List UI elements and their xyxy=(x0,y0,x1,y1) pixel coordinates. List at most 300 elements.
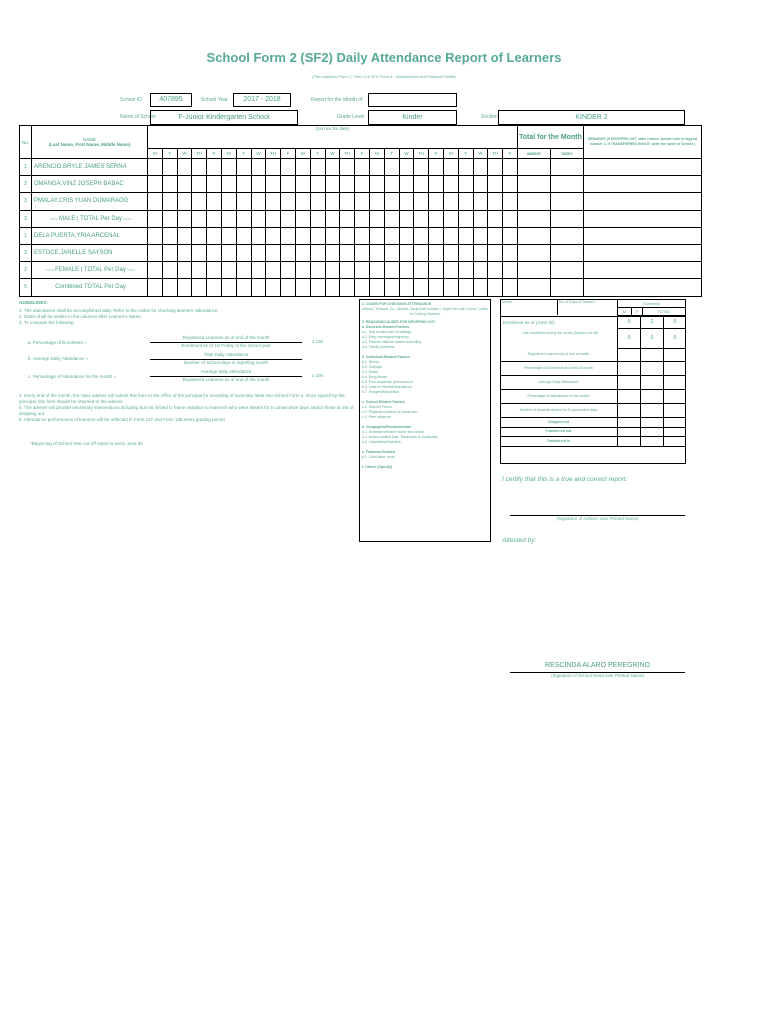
attendance-cell[interactable] xyxy=(325,279,340,296)
attendance-cell[interactable] xyxy=(281,279,296,296)
attendance-cell[interactable] xyxy=(207,210,222,227)
summary-cell[interactable] xyxy=(640,428,663,437)
absent-cell[interactable] xyxy=(517,244,550,261)
attendance-cell[interactable] xyxy=(251,193,266,210)
attendance-cell[interactable] xyxy=(236,176,251,193)
section-label: Section xyxy=(481,114,498,120)
attendance-cell[interactable] xyxy=(266,227,281,244)
remarks-cell[interactable] xyxy=(583,210,701,227)
learner-name[interactable]: ESTOCE,JANELLE SAYSON xyxy=(32,244,148,261)
reason-item: b.2. Overage xyxy=(362,365,383,369)
attendance-cell[interactable] xyxy=(488,159,503,176)
attendance-cell[interactable] xyxy=(443,176,458,193)
row-number: 2 xyxy=(20,262,32,279)
school-year-field[interactable]: 2017 - 2018 xyxy=(233,93,291,107)
attendance-cell[interactable] xyxy=(429,244,444,261)
attendance-cell[interactable] xyxy=(162,176,177,193)
attendance-cell[interactable] xyxy=(281,227,296,244)
attendance-cell[interactable] xyxy=(207,176,222,193)
attendance-cell[interactable] xyxy=(429,159,444,176)
attendance-cell[interactable] xyxy=(325,244,340,261)
tardy-cell[interactable] xyxy=(550,262,583,279)
remarks-cell[interactable] xyxy=(583,279,701,296)
summary-cell[interactable] xyxy=(663,362,686,375)
day-header: F xyxy=(503,149,518,159)
attendance-cell[interactable] xyxy=(251,244,266,261)
attendance-cell[interactable] xyxy=(295,210,310,227)
attendance-cell[interactable] xyxy=(443,159,458,176)
attendance-cell[interactable] xyxy=(192,227,207,244)
attendance-cell[interactable] xyxy=(369,227,384,244)
attendance-cell[interactable] xyxy=(148,244,163,261)
attendance-cell[interactable] xyxy=(355,193,370,210)
attendance-cell[interactable] xyxy=(369,176,384,193)
summary-cell[interactable] xyxy=(617,418,640,427)
attendance-cell[interactable] xyxy=(414,210,429,227)
attendance-cell[interactable] xyxy=(310,176,325,193)
attendance-cell[interactable] xyxy=(325,262,340,279)
attendance-cell[interactable] xyxy=(325,210,340,227)
attendance-cell[interactable] xyxy=(192,244,207,261)
attendance-cell[interactable] xyxy=(310,193,325,210)
summary-cell[interactable] xyxy=(640,376,663,389)
attendance-cell[interactable] xyxy=(355,262,370,279)
attendance-cell[interactable] xyxy=(162,159,177,176)
summary-cell[interactable] xyxy=(617,437,640,446)
section-field[interactable]: KINDER 2 xyxy=(498,110,685,125)
attendance-cell[interactable] xyxy=(221,176,236,193)
learner-name[interactable]: DELA PUERTA,YRIA ARCENAL xyxy=(32,227,148,244)
learner-name[interactable]: Combined TOTAL Per Day xyxy=(32,279,148,296)
attendance-cell[interactable] xyxy=(162,262,177,279)
attendance-cell[interactable] xyxy=(340,244,355,261)
attendance-cell[interactable] xyxy=(429,210,444,227)
attendance-cell[interactable] xyxy=(414,227,429,244)
attendance-cell[interactable] xyxy=(221,193,236,210)
attendance-cell[interactable] xyxy=(251,262,266,279)
attendance-cell[interactable] xyxy=(340,279,355,296)
attendance-cell[interactable] xyxy=(399,176,414,193)
attendance-cell[interactable] xyxy=(443,279,458,296)
school-name-field[interactable]: F-Junior Kindergarten School xyxy=(150,110,298,125)
remarks-cell[interactable] xyxy=(583,176,701,193)
attendance-cell[interactable] xyxy=(355,176,370,193)
attendance-cell[interactable] xyxy=(251,227,266,244)
attendance-cell[interactable] xyxy=(473,262,488,279)
attendance-cell[interactable] xyxy=(207,279,222,296)
attendance-cell[interactable] xyxy=(443,210,458,227)
attendance-cell[interactable] xyxy=(340,176,355,193)
table-row xyxy=(20,244,702,261)
attendance-cell[interactable] xyxy=(488,193,503,210)
absent-cell[interactable] xyxy=(517,159,550,176)
attendance-cell[interactable] xyxy=(236,262,251,279)
attendance-cell[interactable] xyxy=(177,193,192,210)
attendance-cell[interactable] xyxy=(414,279,429,296)
attendance-cell[interactable] xyxy=(310,227,325,244)
learner-name[interactable]: OMANGA,VINZ JOSEPH BABAC xyxy=(32,176,148,193)
attendance-cell[interactable] xyxy=(177,262,192,279)
attendance-cell[interactable] xyxy=(384,262,399,279)
absent-cell[interactable] xyxy=(517,227,550,244)
attendance-cell[interactable] xyxy=(192,279,207,296)
attendance-cell[interactable] xyxy=(310,262,325,279)
remarks-cell[interactable] xyxy=(583,193,701,210)
attendance-cell[interactable] xyxy=(399,244,414,261)
attendance-cell[interactable] xyxy=(384,193,399,210)
attendance-cell[interactable] xyxy=(236,279,251,296)
attendance-cell[interactable] xyxy=(192,193,207,210)
attendance-cell[interactable] xyxy=(443,262,458,279)
summary-cell[interactable] xyxy=(617,348,640,361)
summary-cell[interactable] xyxy=(663,437,686,446)
attendance-cell[interactable] xyxy=(221,262,236,279)
late-enrolment-label: Late enrolment during the month (beyond cut-off) xyxy=(521,331,598,335)
arrow-right: ===> xyxy=(125,268,135,273)
attendance-cell[interactable] xyxy=(488,262,503,279)
learner-name[interactable]: ARENCIO,BRYLE JAMES SERNA xyxy=(32,159,148,176)
attendance-cell[interactable] xyxy=(266,159,281,176)
tardy-cell[interactable] xyxy=(550,159,583,176)
attendance-cell[interactable] xyxy=(295,176,310,193)
day-header: M xyxy=(148,149,163,159)
enrolment-label: Enrolment as of (June 30) xyxy=(503,320,555,325)
summary-cell[interactable] xyxy=(640,348,663,361)
attendance-cell[interactable] xyxy=(207,227,222,244)
remarks-cell[interactable] xyxy=(583,244,701,261)
guideline-item: 5. The adviser will provide necessary interventions including but not limited to home visitation to learner/s who were absent for 5 consecutive days and/or those at risk of dropping out. xyxy=(19,405,354,416)
attendance-cell[interactable] xyxy=(148,159,163,176)
school-id-label: School ID xyxy=(120,97,142,103)
attendance-cell[interactable] xyxy=(503,159,518,176)
attendance-cell[interactable] xyxy=(443,227,458,244)
attendance-cell[interactable] xyxy=(355,279,370,296)
enrolment-values xyxy=(617,316,686,328)
attendance-cell[interactable] xyxy=(266,262,281,279)
attendance-cell[interactable] xyxy=(399,159,414,176)
attendance-cell[interactable] xyxy=(281,159,296,176)
attendance-cell[interactable] xyxy=(399,262,414,279)
attendance-cell[interactable] xyxy=(251,279,266,296)
attendance-cell[interactable] xyxy=(458,176,473,193)
attendance-cell[interactable] xyxy=(473,227,488,244)
attendance-cell[interactable] xyxy=(177,244,192,261)
attendance-cell[interactable] xyxy=(488,279,503,296)
attendance-cell[interactable] xyxy=(162,244,177,261)
attendance-cell[interactable] xyxy=(251,176,266,193)
attendance-cell[interactable] xyxy=(443,193,458,210)
attendance-cell[interactable] xyxy=(207,193,222,210)
row-number: 2 xyxy=(20,244,32,261)
day-header: W xyxy=(325,149,340,159)
school-id-field[interactable]: 407895 xyxy=(150,93,192,107)
summary-cell[interactable] xyxy=(640,437,663,446)
attendance-cell[interactable] xyxy=(266,279,281,296)
attendance-cell[interactable] xyxy=(384,244,399,261)
attendance-cell[interactable] xyxy=(221,159,236,176)
attendance-cell[interactable] xyxy=(399,193,414,210)
absent-cell[interactable] xyxy=(517,176,550,193)
attendance-cell[interactable] xyxy=(488,227,503,244)
attendance-cell[interactable] xyxy=(266,176,281,193)
attendance-cell[interactable] xyxy=(369,279,384,296)
attendance-cell[interactable] xyxy=(295,193,310,210)
attendance-cell[interactable] xyxy=(355,227,370,244)
attendance-cell[interactable] xyxy=(399,227,414,244)
attendance-cell[interactable] xyxy=(236,193,251,210)
attendance-cell[interactable] xyxy=(310,159,325,176)
attendance-cell[interactable] xyxy=(473,210,488,227)
learner-name[interactable]: PMALAY,CRIS YUAN DUMARAOG xyxy=(32,193,148,210)
attendance-cell[interactable] xyxy=(148,279,163,296)
summary-cell[interactable] xyxy=(640,362,663,375)
attendance-cell[interactable] xyxy=(473,159,488,176)
absent-cell[interactable] xyxy=(517,262,550,279)
attendance-cell[interactable] xyxy=(340,210,355,227)
attendance-cell[interactable] xyxy=(295,244,310,261)
attendance-cell[interactable] xyxy=(488,244,503,261)
attendance-cell[interactable] xyxy=(414,244,429,261)
absent-cell[interactable] xyxy=(517,279,550,296)
attendance-cell[interactable] xyxy=(236,227,251,244)
attendance-cell[interactable] xyxy=(325,193,340,210)
attendance-cell[interactable] xyxy=(429,262,444,279)
arrow-left: <=== xyxy=(45,268,56,273)
tardy-cell[interactable] xyxy=(550,244,583,261)
guidelines-list xyxy=(19,308,359,326)
attendance-cell[interactable] xyxy=(162,193,177,210)
summary-cell[interactable] xyxy=(663,376,686,389)
remarks-cell[interactable] xyxy=(583,227,701,244)
attendance-cell[interactable] xyxy=(148,176,163,193)
summary-cell[interactable] xyxy=(640,418,663,427)
attendance-cell[interactable] xyxy=(281,176,296,193)
summary-cell[interactable] xyxy=(663,390,686,403)
attendance-cell[interactable] xyxy=(192,159,207,176)
attendance-cell[interactable] xyxy=(281,244,296,261)
attendance-cell[interactable] xyxy=(310,279,325,296)
reason-item: b.7. Hunger/Malnutrition xyxy=(362,390,400,394)
table-row xyxy=(20,227,702,244)
attendance-cell[interactable] xyxy=(177,210,192,227)
month-field[interactable] xyxy=(500,299,558,315)
attendance-cell[interactable] xyxy=(207,244,222,261)
attendance-cell[interactable] xyxy=(148,227,163,244)
attendance-cell[interactable] xyxy=(295,159,310,176)
summary-cell[interactable] xyxy=(663,418,686,427)
attendance-cell[interactable] xyxy=(340,193,355,210)
attendance-cell[interactable] xyxy=(355,159,370,176)
attendance-cell[interactable] xyxy=(384,227,399,244)
attendance-cell[interactable] xyxy=(266,193,281,210)
tardy-cell[interactable] xyxy=(550,193,583,210)
attendance-cell[interactable] xyxy=(221,244,236,261)
attendance-cell[interactable] xyxy=(340,227,355,244)
attendance-cell[interactable] xyxy=(295,227,310,244)
attendance-cell[interactable] xyxy=(310,210,325,227)
tardy-cell[interactable] xyxy=(550,279,583,296)
attendance-cell[interactable] xyxy=(251,159,266,176)
summary-cell[interactable] xyxy=(640,390,663,403)
attendance-cell[interactable] xyxy=(473,193,488,210)
attendance-cell[interactable] xyxy=(414,159,429,176)
attendance-cell[interactable] xyxy=(310,244,325,261)
attendance-cell[interactable] xyxy=(384,210,399,227)
school-days-field[interactable] xyxy=(557,299,618,315)
attendance-cell[interactable] xyxy=(458,262,473,279)
attendance-cell[interactable] xyxy=(369,262,384,279)
formula-a-denominator: Enrolment as of 1st Friday of the school year xyxy=(181,343,271,348)
attendance-cell[interactable] xyxy=(503,262,518,279)
attendance-cell[interactable] xyxy=(162,279,177,296)
attendance-cell[interactable] xyxy=(148,210,163,227)
reason-item: b.1. Illness xyxy=(362,360,379,364)
attendance-cell[interactable] xyxy=(221,210,236,227)
attendance-cell[interactable] xyxy=(236,159,251,176)
summary-cell[interactable] xyxy=(663,404,686,417)
attendance-cell[interactable] xyxy=(148,193,163,210)
attendance-cell[interactable] xyxy=(207,159,222,176)
attendance-cell[interactable] xyxy=(384,159,399,176)
summary-cell[interactable] xyxy=(663,428,686,437)
summary-value: 0 xyxy=(640,328,663,349)
attendance-cell[interactable] xyxy=(192,262,207,279)
summary-row-label: Percentage of Enrolment as of end of month xyxy=(524,366,593,370)
attendance-cell[interactable] xyxy=(488,210,503,227)
attendance-cell[interactable] xyxy=(503,176,518,193)
attendance-cell[interactable] xyxy=(399,279,414,296)
learner-name[interactable] xyxy=(32,262,148,279)
attendance-cell[interactable] xyxy=(458,210,473,227)
attendance-cell[interactable] xyxy=(192,176,207,193)
attendance-cell[interactable] xyxy=(369,159,384,176)
table-row xyxy=(20,262,702,279)
attendance-cell[interactable] xyxy=(429,227,444,244)
report-month-field[interactable] xyxy=(368,93,457,107)
attendance-cell[interactable] xyxy=(473,279,488,296)
day-header: M xyxy=(295,149,310,159)
attendance-cell[interactable] xyxy=(503,244,518,261)
absent-cell[interactable] xyxy=(517,210,550,227)
attendance-cell[interactable] xyxy=(503,210,518,227)
attendance-cell[interactable] xyxy=(414,176,429,193)
summary-cell[interactable] xyxy=(617,390,640,403)
attendance-cell[interactable] xyxy=(458,227,473,244)
cutoff-note: *Beginning of School Year cut-off report is every June 30 xyxy=(30,441,143,446)
formula-c-denominator: Registered Learners as of end of the month xyxy=(182,377,270,382)
remarks-cell[interactable] xyxy=(583,262,701,279)
attendance-cell[interactable] xyxy=(384,279,399,296)
row-number: 1 xyxy=(20,159,32,176)
guideline-item: 6. Attendance performance of learners will be reflected in Form 137 and Form 138 every grading period. xyxy=(19,417,226,422)
attendance-cell[interactable] xyxy=(177,227,192,244)
attendance-cell[interactable] xyxy=(266,210,281,227)
attendance-cell[interactable] xyxy=(148,262,163,279)
summary-value: 0 xyxy=(663,328,686,349)
absent-cell[interactable] xyxy=(517,193,550,210)
attendance-cell[interactable] xyxy=(355,244,370,261)
summary-cell[interactable] xyxy=(617,376,640,389)
attendance-cell[interactable] xyxy=(295,279,310,296)
attendance-cell[interactable] xyxy=(281,262,296,279)
learner-name[interactable] xyxy=(32,210,148,227)
attendance-cell[interactable] xyxy=(207,262,222,279)
attendance-cell[interactable] xyxy=(251,210,266,227)
attendance-cell[interactable] xyxy=(458,159,473,176)
attendance-cell[interactable] xyxy=(266,244,281,261)
grade-level-field[interactable]: Kinder xyxy=(368,110,457,125)
attendance-cell[interactable] xyxy=(369,193,384,210)
attendance-cell[interactable] xyxy=(221,227,236,244)
attendance-cell[interactable] xyxy=(473,244,488,261)
day-header: T xyxy=(310,149,325,159)
late-values xyxy=(617,328,686,348)
attendance-cell[interactable] xyxy=(414,262,429,279)
attendance-cell[interactable] xyxy=(192,210,207,227)
attendance-cell[interactable] xyxy=(355,210,370,227)
summary-cell[interactable] xyxy=(617,428,640,437)
attendance-cell[interactable] xyxy=(340,262,355,279)
summary-row xyxy=(500,348,686,362)
attendance-cell[interactable] xyxy=(488,176,503,193)
attendance-cell[interactable] xyxy=(369,244,384,261)
attendance-cell[interactable] xyxy=(443,244,458,261)
attendance-cell[interactable] xyxy=(503,227,518,244)
attendance-cell[interactable] xyxy=(281,193,296,210)
remarks-cell[interactable] xyxy=(583,159,701,176)
attendance-cell[interactable] xyxy=(177,176,192,193)
attendance-cell[interactable] xyxy=(503,193,518,210)
attendance-cell[interactable] xyxy=(473,176,488,193)
attendance-cell[interactable] xyxy=(162,210,177,227)
attendance-cell[interactable] xyxy=(295,262,310,279)
attendance-cell[interactable] xyxy=(325,159,340,176)
attendance-cell[interactable] xyxy=(429,279,444,296)
attendance-cell[interactable] xyxy=(281,210,296,227)
attendance-cell[interactable] xyxy=(325,176,340,193)
attendance-cell[interactable] xyxy=(503,279,518,296)
tardy-cell[interactable] xyxy=(550,210,583,227)
attendance-cell[interactable] xyxy=(429,193,444,210)
attendance-cell[interactable] xyxy=(162,227,177,244)
summary-cell[interactable] xyxy=(617,404,640,417)
attendance-cell[interactable] xyxy=(177,159,192,176)
attendance-cell[interactable] xyxy=(399,210,414,227)
attendance-cell[interactable] xyxy=(414,193,429,210)
attendance-cell[interactable] xyxy=(429,176,444,193)
attendance-cell[interactable] xyxy=(236,210,251,227)
attendance-cell[interactable] xyxy=(236,244,251,261)
summary-cell[interactable] xyxy=(617,362,640,375)
day-header: TH xyxy=(266,149,281,159)
attendance-cell[interactable] xyxy=(458,279,473,296)
attendance-table xyxy=(19,125,702,297)
summary-cell[interactable] xyxy=(663,348,686,361)
reason-item: a.2. Early marriage/pregnancy xyxy=(362,335,409,339)
tardy-cell[interactable] xyxy=(550,227,583,244)
summary-cell[interactable] xyxy=(640,404,663,417)
tardy-cell[interactable] xyxy=(550,176,583,193)
attendance-cell[interactable] xyxy=(177,279,192,296)
attendance-cell[interactable] xyxy=(340,159,355,176)
attendance-cell[interactable] xyxy=(369,210,384,227)
attendance-cell[interactable] xyxy=(325,227,340,244)
attendance-cell[interactable] xyxy=(458,193,473,210)
attendance-cell[interactable] xyxy=(384,176,399,193)
attendance-cell[interactable] xyxy=(221,279,236,296)
total-col: TOTAL xyxy=(642,308,685,316)
attendance-cell[interactable] xyxy=(458,244,473,261)
